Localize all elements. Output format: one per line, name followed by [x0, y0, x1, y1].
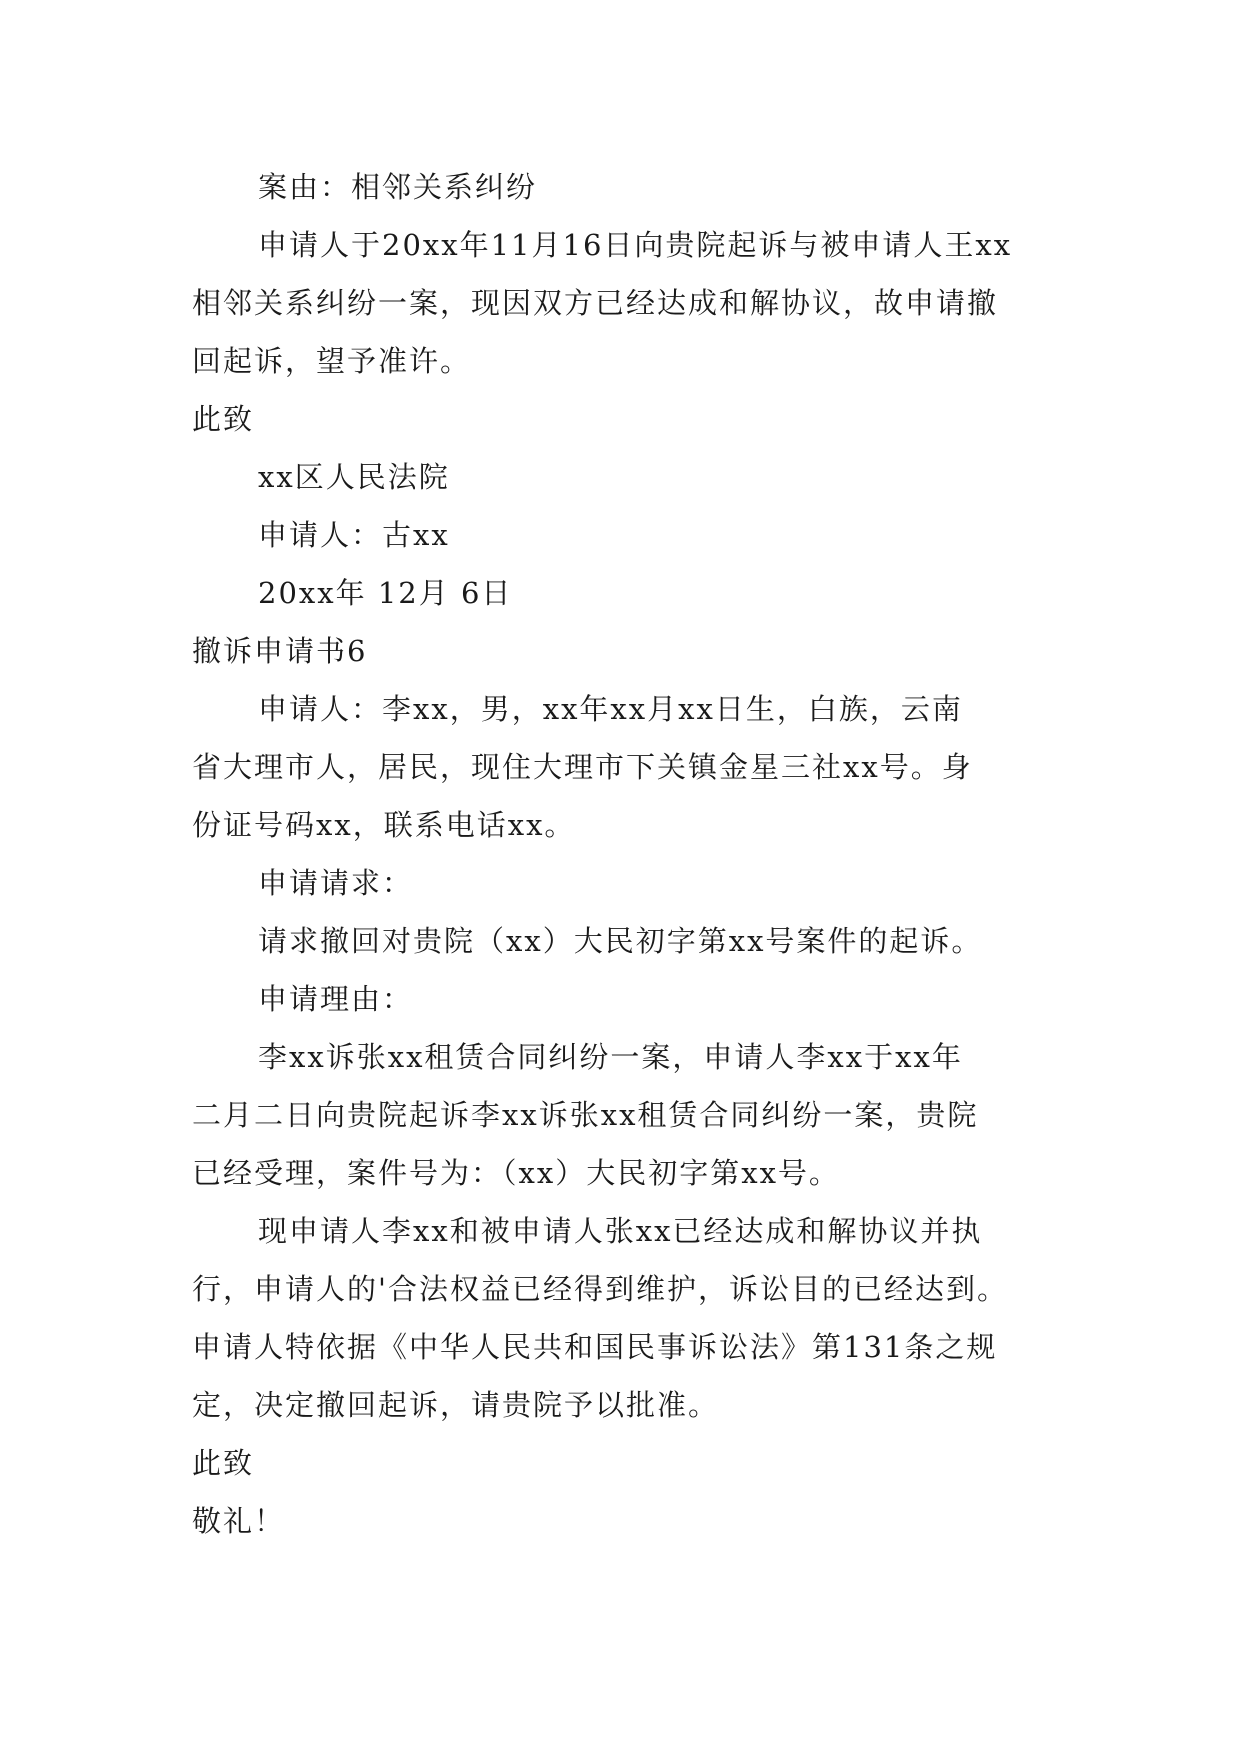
heading-line: 申请请求： [258, 866, 414, 900]
paragraph-line: 省大理市人，居民，现住大理市下关镇金星三社xx号。身 [192, 750, 973, 784]
paragraph-line: 申请人特依据《中华人民共和国民事诉讼法》第131条之规 [192, 1330, 998, 1364]
salutation-line: 此致 [192, 1446, 255, 1480]
paragraph-line: 已经受理，案件号为：（xx）大民初字第xx号。 [192, 1156, 840, 1190]
paragraph-line: 申请人：李xx，男，xx年xx月xx日生，白族，云南 [258, 692, 963, 726]
paragraph-line: 行，申请人的'合法权益已经得到维护，诉讼目的已经达到。 [192, 1272, 1008, 1306]
salutation-line: 此致 [192, 402, 255, 436]
paragraph-line: 申请人于20xx年11月16日向贵院起诉与被申请人王xx [258, 228, 1013, 262]
paragraph-line: 相邻关系纠纷一案，现因双方已经达成和解协议，故申请撤 [192, 286, 999, 320]
signature-line: 申请人：古xx [258, 518, 450, 552]
case-cause-line: 案由：相邻关系纠纷 [258, 170, 538, 204]
paragraph-line: 李xx诉张xx租赁合同纠纷一案，申请人李xx于xx年 [258, 1040, 963, 1074]
heading-line: 申请理由： [258, 982, 414, 1016]
paragraph-line: 回起诉，望予准许。 [192, 344, 472, 378]
closing-line: 敬礼！ [192, 1504, 286, 1538]
recipient-line: xx区人民法院 [258, 460, 450, 494]
date-line: 20xx年 12月 6日 [258, 576, 513, 610]
paragraph-line: 定，决定撤回起诉，请贵院予以批准。 [192, 1388, 720, 1422]
paragraph-line: 请求撤回对贵院（xx）大民初字第xx号案件的起诉。 [258, 924, 983, 958]
paragraph-line: 份证号码xx，联系电话xx。 [192, 808, 576, 842]
section-title: 撤诉申请书6 [192, 634, 368, 668]
paragraph-line: 现申请人李xx和被申请人张xx已经达成和解协议并执 [258, 1214, 983, 1248]
paragraph-line: 二月二日向贵院起诉李xx诉张xx租赁合同纠纷一案，贵院 [192, 1098, 979, 1132]
